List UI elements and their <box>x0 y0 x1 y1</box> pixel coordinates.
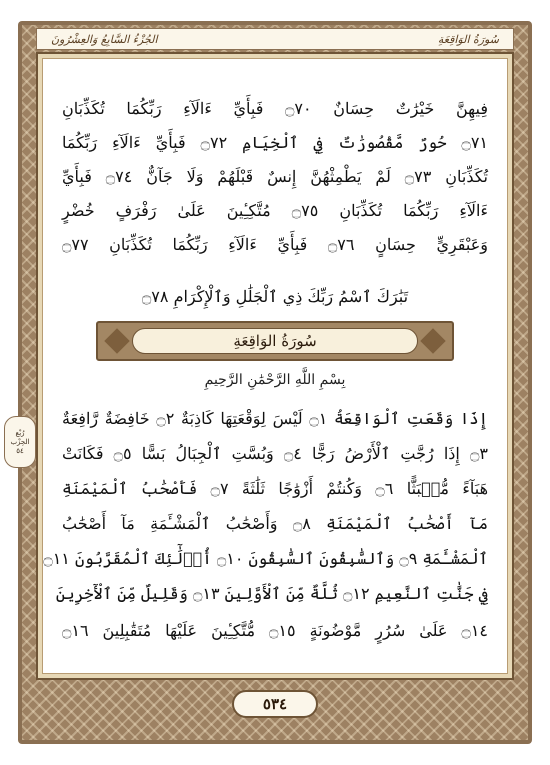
verse-line: ٱلْمَشْـَٔمَةِ ۝٩ وَٱلسَّٰبِقُونَ ٱلسَّٰبِقُونَ ۝١٠ أُو۟لَٰٓئِكَ ٱلْمُقَرَّبُونَ ۝١١ <box>43 549 488 568</box>
verse-line: هَبَآءً مُّنۢبَثًّا ۝٦ وَكُنتُمْ أَزْوَٰجًا ثَلَٰثَةً ۝٧ فَأَصْحَٰبُ ٱلْمَيْمَنَةِ <box>62 479 488 498</box>
verse-line: فِي جَنَّٰتِ ٱلنَّعِيمِ ۝١٢ ثُلَّةٌ مِّنَ ٱلْأَوَّلِينَ ۝١٣ وَقَلِيلٌ مِّنَ ٱلْأٓخِرِينَ <box>55 584 488 603</box>
page-number-text: ٥٣٤ <box>262 695 288 713</box>
verse-line: ءَالَآءِ رَبِّكُمَا تُكَذِّبَانِ ۝٧٥ مُتَّكِـِٔينَ عَلَىٰ رَفْرَفٍ خُضْرٍ <box>62 201 488 220</box>
marker-line: الحِزْب <box>10 437 30 446</box>
verse-line: إِذَا وَقَعَتِ ٱلْوَاقِعَةُ ۝١ لَيْسَ لِوَقْعَتِهَا كَاذِبَةٌ ۝٢ خَافِضَةٌ رَّافِعَةٌ <box>62 409 489 428</box>
hizb-quarter-marker <box>4 416 36 468</box>
verse-line: ۝١٤ عَلَىٰ سُرُرٍ مَّوْضُونَةٍ ۝١٥ مُّتَّكِـِٔينَ عَلَيْهَا مُتَقَٰبِلِينَ ۝١٦ <box>62 621 488 640</box>
ornament-icon <box>104 328 129 353</box>
verse-line: تُكَذِّبَانِ ۝٧٣ لَمْ يَطْمِثْهُنَّ إِنسٌ قَبْلَهُمْ وَلَا جَآنٌّ ۝٧٤ فَبِأَيِّ <box>62 167 489 186</box>
juz-name-header: الجُزْءُ السَّابِعُ وَالعِشْرُونَ <box>51 32 158 46</box>
marker-line: ٥٤ <box>16 446 24 455</box>
verse-line: مَآ أَصْحَٰبُ ٱلْمَيْمَنَةِ ۝٨ وَأَصْحَٰبُ ٱلْمَشْـَٔمَةِ مَآ أَصْحَٰبُ <box>62 514 488 533</box>
surah-title-banner <box>96 321 454 361</box>
verse-line: ۝٧١ حُورٌ مَّقْصُورَٰتٌ فِي ٱلْخِيَامِ ۝٧٢ فَبِأَيِّ ءَالَآءِ رَبِّكُمَا <box>62 133 489 152</box>
verse-line: فِيهِنَّ خَيْرَٰتٌ حِسَانٌ ۝٧٠ فَبِأَيِّ ءَالَآءِ رَبِّكُمَا تُكَذِّبَانِ <box>62 99 488 118</box>
page-header <box>36 28 514 50</box>
verse-line: وَعَبْقَرِيٍّ حِسَانٍ ۝٧٦ فَبِأَيِّ ءَالَآءِ رَبِّكُمَا تُكَذِّبَانِ ۝٧٧ <box>62 235 489 254</box>
verse-line: تَبَٰرَكَ ٱسْمُ رَبِّكَ ذِي ٱلْجَلَٰلِ وَٱلْإِكْرَامِ ۝٧٨ <box>141 287 409 306</box>
surah-title: سُورَةُ الوَاقِعَةِ <box>233 332 317 350</box>
basmala: بِسْمِ اللَّهِ الرَّحْمَٰنِ الرَّحِيمِ <box>204 372 346 388</box>
verse-line: ۝٣ إِذَا رُجَّتِ ٱلْأَرْضُ رَجًّا ۝٤ وَبُسَّتِ ٱلْجِبَالُ بَسًّا ۝٥ فَكَانَتْ <box>62 444 488 463</box>
ornament-icon <box>420 328 445 353</box>
marker-line: رُبْع <box>15 428 25 437</box>
surah-name-header: سُورَةُ الوَاقِعَةِ <box>437 32 499 46</box>
page-number <box>232 690 318 718</box>
